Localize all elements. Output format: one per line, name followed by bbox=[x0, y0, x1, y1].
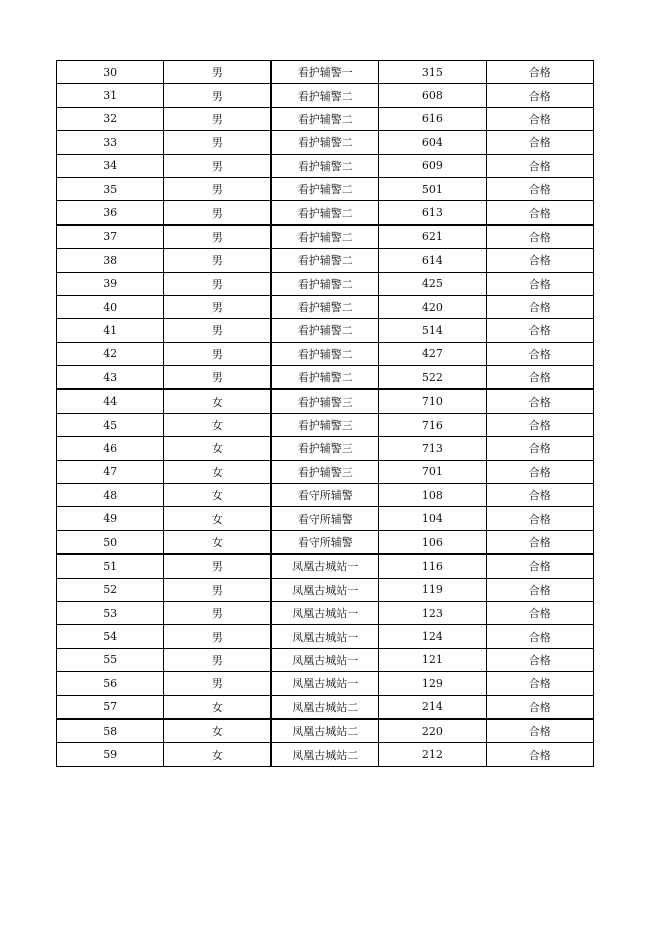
table-row bbox=[57, 743, 594, 766]
exam-number-cell: 608 bbox=[379, 84, 486, 107]
result-cell: 合格 bbox=[486, 319, 593, 342]
position-cell: 看守所辅警 bbox=[271, 530, 378, 554]
position-cell: 凤凰古城站一 bbox=[271, 601, 378, 624]
gender-cell: 女 bbox=[164, 530, 271, 554]
exam-number-cell: 621 bbox=[379, 225, 486, 249]
row-number-cell: 52 bbox=[57, 578, 164, 601]
exam-number-cell: 501 bbox=[379, 177, 486, 200]
table-row bbox=[57, 554, 594, 578]
result-cell: 合格 bbox=[486, 366, 593, 390]
table-row bbox=[57, 319, 594, 342]
exam-number-cell: 119 bbox=[379, 578, 486, 601]
gender-cell: 女 bbox=[164, 413, 271, 436]
row-number-cell: 34 bbox=[57, 154, 164, 177]
table-row bbox=[57, 154, 594, 177]
row-number-cell: 36 bbox=[57, 201, 164, 225]
result-cell: 合格 bbox=[486, 389, 593, 413]
position-cell: 看护辅警二 bbox=[271, 366, 378, 390]
gender-cell: 男 bbox=[164, 201, 271, 225]
gender-cell: 男 bbox=[164, 61, 271, 84]
table-row bbox=[57, 61, 594, 84]
exam-number-cell: 614 bbox=[379, 249, 486, 272]
gender-cell: 男 bbox=[164, 131, 271, 154]
exam-number-cell: 124 bbox=[379, 625, 486, 648]
position-cell: 看护辅警二 bbox=[271, 177, 378, 200]
position-cell: 看护辅警二 bbox=[271, 319, 378, 342]
table-row bbox=[57, 460, 594, 483]
exam-number-cell: 713 bbox=[379, 437, 486, 460]
gender-cell: 男 bbox=[164, 107, 271, 130]
row-number-cell: 47 bbox=[57, 460, 164, 483]
exam-number-cell: 514 bbox=[379, 319, 486, 342]
table-row bbox=[57, 177, 594, 200]
result-cell: 合格 bbox=[486, 201, 593, 225]
result-cell: 合格 bbox=[486, 719, 593, 743]
position-cell: 凤凰古城站一 bbox=[271, 648, 378, 671]
gender-cell: 女 bbox=[164, 460, 271, 483]
table-row bbox=[57, 272, 594, 295]
result-cell: 合格 bbox=[486, 413, 593, 436]
result-cell: 合格 bbox=[486, 530, 593, 554]
row-number-cell: 56 bbox=[57, 672, 164, 695]
table-row bbox=[57, 131, 594, 154]
position-cell: 凤凰古城站二 bbox=[271, 743, 378, 766]
result-cell: 合格 bbox=[486, 578, 593, 601]
row-number-cell: 49 bbox=[57, 507, 164, 530]
exam-number-cell: 701 bbox=[379, 460, 486, 483]
position-cell: 凤凰古城站二 bbox=[271, 695, 378, 719]
exam-number-cell: 220 bbox=[379, 719, 486, 743]
table-row bbox=[57, 578, 594, 601]
row-number-cell: 51 bbox=[57, 554, 164, 578]
table-row bbox=[57, 601, 594, 624]
gender-cell: 男 bbox=[164, 578, 271, 601]
gender-cell: 男 bbox=[164, 84, 271, 107]
result-cell: 合格 bbox=[486, 437, 593, 460]
table-row bbox=[57, 84, 594, 107]
row-number-cell: 43 bbox=[57, 366, 164, 390]
gender-cell: 男 bbox=[164, 177, 271, 200]
position-cell: 看守所辅警 bbox=[271, 507, 378, 530]
position-cell: 看护辅警二 bbox=[271, 131, 378, 154]
results-table bbox=[56, 60, 594, 767]
result-cell: 合格 bbox=[486, 484, 593, 507]
exam-number-cell: 108 bbox=[379, 484, 486, 507]
gender-cell: 男 bbox=[164, 366, 271, 390]
result-cell: 合格 bbox=[486, 249, 593, 272]
row-number-cell: 38 bbox=[57, 249, 164, 272]
exam-number-cell: 716 bbox=[379, 413, 486, 436]
position-cell: 看护辅警三 bbox=[271, 460, 378, 483]
table-row bbox=[57, 249, 594, 272]
table-row bbox=[57, 389, 594, 413]
row-number-cell: 50 bbox=[57, 530, 164, 554]
position-cell: 看护辅警二 bbox=[271, 201, 378, 225]
row-number-cell: 44 bbox=[57, 389, 164, 413]
result-cell: 合格 bbox=[486, 295, 593, 318]
gender-cell: 男 bbox=[164, 601, 271, 624]
table-row bbox=[57, 648, 594, 671]
gender-cell: 女 bbox=[164, 484, 271, 507]
exam-number-cell: 212 bbox=[379, 743, 486, 766]
gender-cell: 男 bbox=[164, 225, 271, 249]
gender-cell: 男 bbox=[164, 554, 271, 578]
gender-cell: 女 bbox=[164, 743, 271, 766]
table-row bbox=[57, 507, 594, 530]
position-cell: 看护辅警三 bbox=[271, 413, 378, 436]
gender-cell: 男 bbox=[164, 342, 271, 365]
row-number-cell: 35 bbox=[57, 177, 164, 200]
table-row bbox=[57, 225, 594, 249]
exam-number-cell: 420 bbox=[379, 295, 486, 318]
gender-cell: 男 bbox=[164, 272, 271, 295]
position-cell: 看护辅警二 bbox=[271, 295, 378, 318]
position-cell: 看护辅警二 bbox=[271, 107, 378, 130]
result-cell: 合格 bbox=[486, 648, 593, 671]
gender-cell: 女 bbox=[164, 695, 271, 719]
result-cell: 合格 bbox=[486, 743, 593, 766]
gender-cell: 女 bbox=[164, 507, 271, 530]
row-number-cell: 41 bbox=[57, 319, 164, 342]
table-row bbox=[57, 437, 594, 460]
exam-number-cell: 613 bbox=[379, 201, 486, 225]
row-number-cell: 59 bbox=[57, 743, 164, 766]
position-cell: 凤凰古城站一 bbox=[271, 672, 378, 695]
table-row bbox=[57, 625, 594, 648]
result-cell: 合格 bbox=[486, 460, 593, 483]
position-cell: 凤凰古城站一 bbox=[271, 578, 378, 601]
position-cell: 看护辅警二 bbox=[271, 225, 378, 249]
exam-number-cell: 609 bbox=[379, 154, 486, 177]
row-number-cell: 33 bbox=[57, 131, 164, 154]
position-cell: 看护辅警三 bbox=[271, 389, 378, 413]
row-number-cell: 58 bbox=[57, 719, 164, 743]
gender-cell: 女 bbox=[164, 437, 271, 460]
result-cell: 合格 bbox=[486, 554, 593, 578]
row-number-cell: 45 bbox=[57, 413, 164, 436]
row-number-cell: 40 bbox=[57, 295, 164, 318]
exam-number-cell: 604 bbox=[379, 131, 486, 154]
table-row bbox=[57, 342, 594, 365]
position-cell: 看守所辅警 bbox=[271, 484, 378, 507]
table-row bbox=[57, 366, 594, 390]
table-row bbox=[57, 672, 594, 695]
table-row bbox=[57, 484, 594, 507]
table-row bbox=[57, 107, 594, 130]
gender-cell: 男 bbox=[164, 625, 271, 648]
gender-cell: 男 bbox=[164, 249, 271, 272]
table-row bbox=[57, 295, 594, 318]
result-cell: 合格 bbox=[486, 177, 593, 200]
result-cell: 合格 bbox=[486, 154, 593, 177]
exam-number-cell: 522 bbox=[379, 366, 486, 390]
row-number-cell: 39 bbox=[57, 272, 164, 295]
position-cell: 看护辅警三 bbox=[271, 437, 378, 460]
position-cell: 看护辅警二 bbox=[271, 249, 378, 272]
result-cell: 合格 bbox=[486, 225, 593, 249]
exam-number-cell: 710 bbox=[379, 389, 486, 413]
exam-number-cell: 214 bbox=[379, 695, 486, 719]
position-cell: 看护辅警一 bbox=[271, 61, 378, 84]
position-cell: 凤凰古城站一 bbox=[271, 625, 378, 648]
result-cell: 合格 bbox=[486, 672, 593, 695]
result-cell: 合格 bbox=[486, 625, 593, 648]
result-cell: 合格 bbox=[486, 131, 593, 154]
gender-cell: 男 bbox=[164, 295, 271, 318]
row-number-cell: 30 bbox=[57, 61, 164, 84]
result-cell: 合格 bbox=[486, 107, 593, 130]
gender-cell: 女 bbox=[164, 719, 271, 743]
row-number-cell: 54 bbox=[57, 625, 164, 648]
exam-number-cell: 104 bbox=[379, 507, 486, 530]
row-number-cell: 42 bbox=[57, 342, 164, 365]
position-cell: 看护辅警二 bbox=[271, 272, 378, 295]
row-number-cell: 48 bbox=[57, 484, 164, 507]
result-cell: 合格 bbox=[486, 61, 593, 84]
row-number-cell: 37 bbox=[57, 225, 164, 249]
row-number-cell: 53 bbox=[57, 601, 164, 624]
result-cell: 合格 bbox=[486, 342, 593, 365]
position-cell: 看护辅警二 bbox=[271, 154, 378, 177]
table-row bbox=[57, 695, 594, 719]
position-cell: 看护辅警二 bbox=[271, 342, 378, 365]
gender-cell: 男 bbox=[164, 648, 271, 671]
result-cell: 合格 bbox=[486, 601, 593, 624]
exam-number-cell: 116 bbox=[379, 554, 486, 578]
exam-number-cell: 106 bbox=[379, 530, 486, 554]
row-number-cell: 46 bbox=[57, 437, 164, 460]
result-cell: 合格 bbox=[486, 695, 593, 719]
table-row bbox=[57, 201, 594, 225]
exam-number-cell: 616 bbox=[379, 107, 486, 130]
exam-number-cell: 121 bbox=[379, 648, 486, 671]
result-cell: 合格 bbox=[486, 272, 593, 295]
table-row bbox=[57, 530, 594, 554]
row-number-cell: 32 bbox=[57, 107, 164, 130]
position-cell: 凤凰古城站二 bbox=[271, 719, 378, 743]
table-row bbox=[57, 719, 594, 743]
exam-number-cell: 129 bbox=[379, 672, 486, 695]
row-number-cell: 57 bbox=[57, 695, 164, 719]
exam-number-cell: 427 bbox=[379, 342, 486, 365]
exam-number-cell: 123 bbox=[379, 601, 486, 624]
gender-cell: 女 bbox=[164, 389, 271, 413]
row-number-cell: 55 bbox=[57, 648, 164, 671]
position-cell: 凤凰古城站一 bbox=[271, 554, 378, 578]
exam-number-cell: 425 bbox=[379, 272, 486, 295]
gender-cell: 男 bbox=[164, 319, 271, 342]
position-cell: 看护辅警二 bbox=[271, 84, 378, 107]
gender-cell: 男 bbox=[164, 154, 271, 177]
result-cell: 合格 bbox=[486, 84, 593, 107]
table-row bbox=[57, 413, 594, 436]
exam-number-cell: 315 bbox=[379, 61, 486, 84]
result-cell: 合格 bbox=[486, 507, 593, 530]
gender-cell: 男 bbox=[164, 672, 271, 695]
row-number-cell: 31 bbox=[57, 84, 164, 107]
